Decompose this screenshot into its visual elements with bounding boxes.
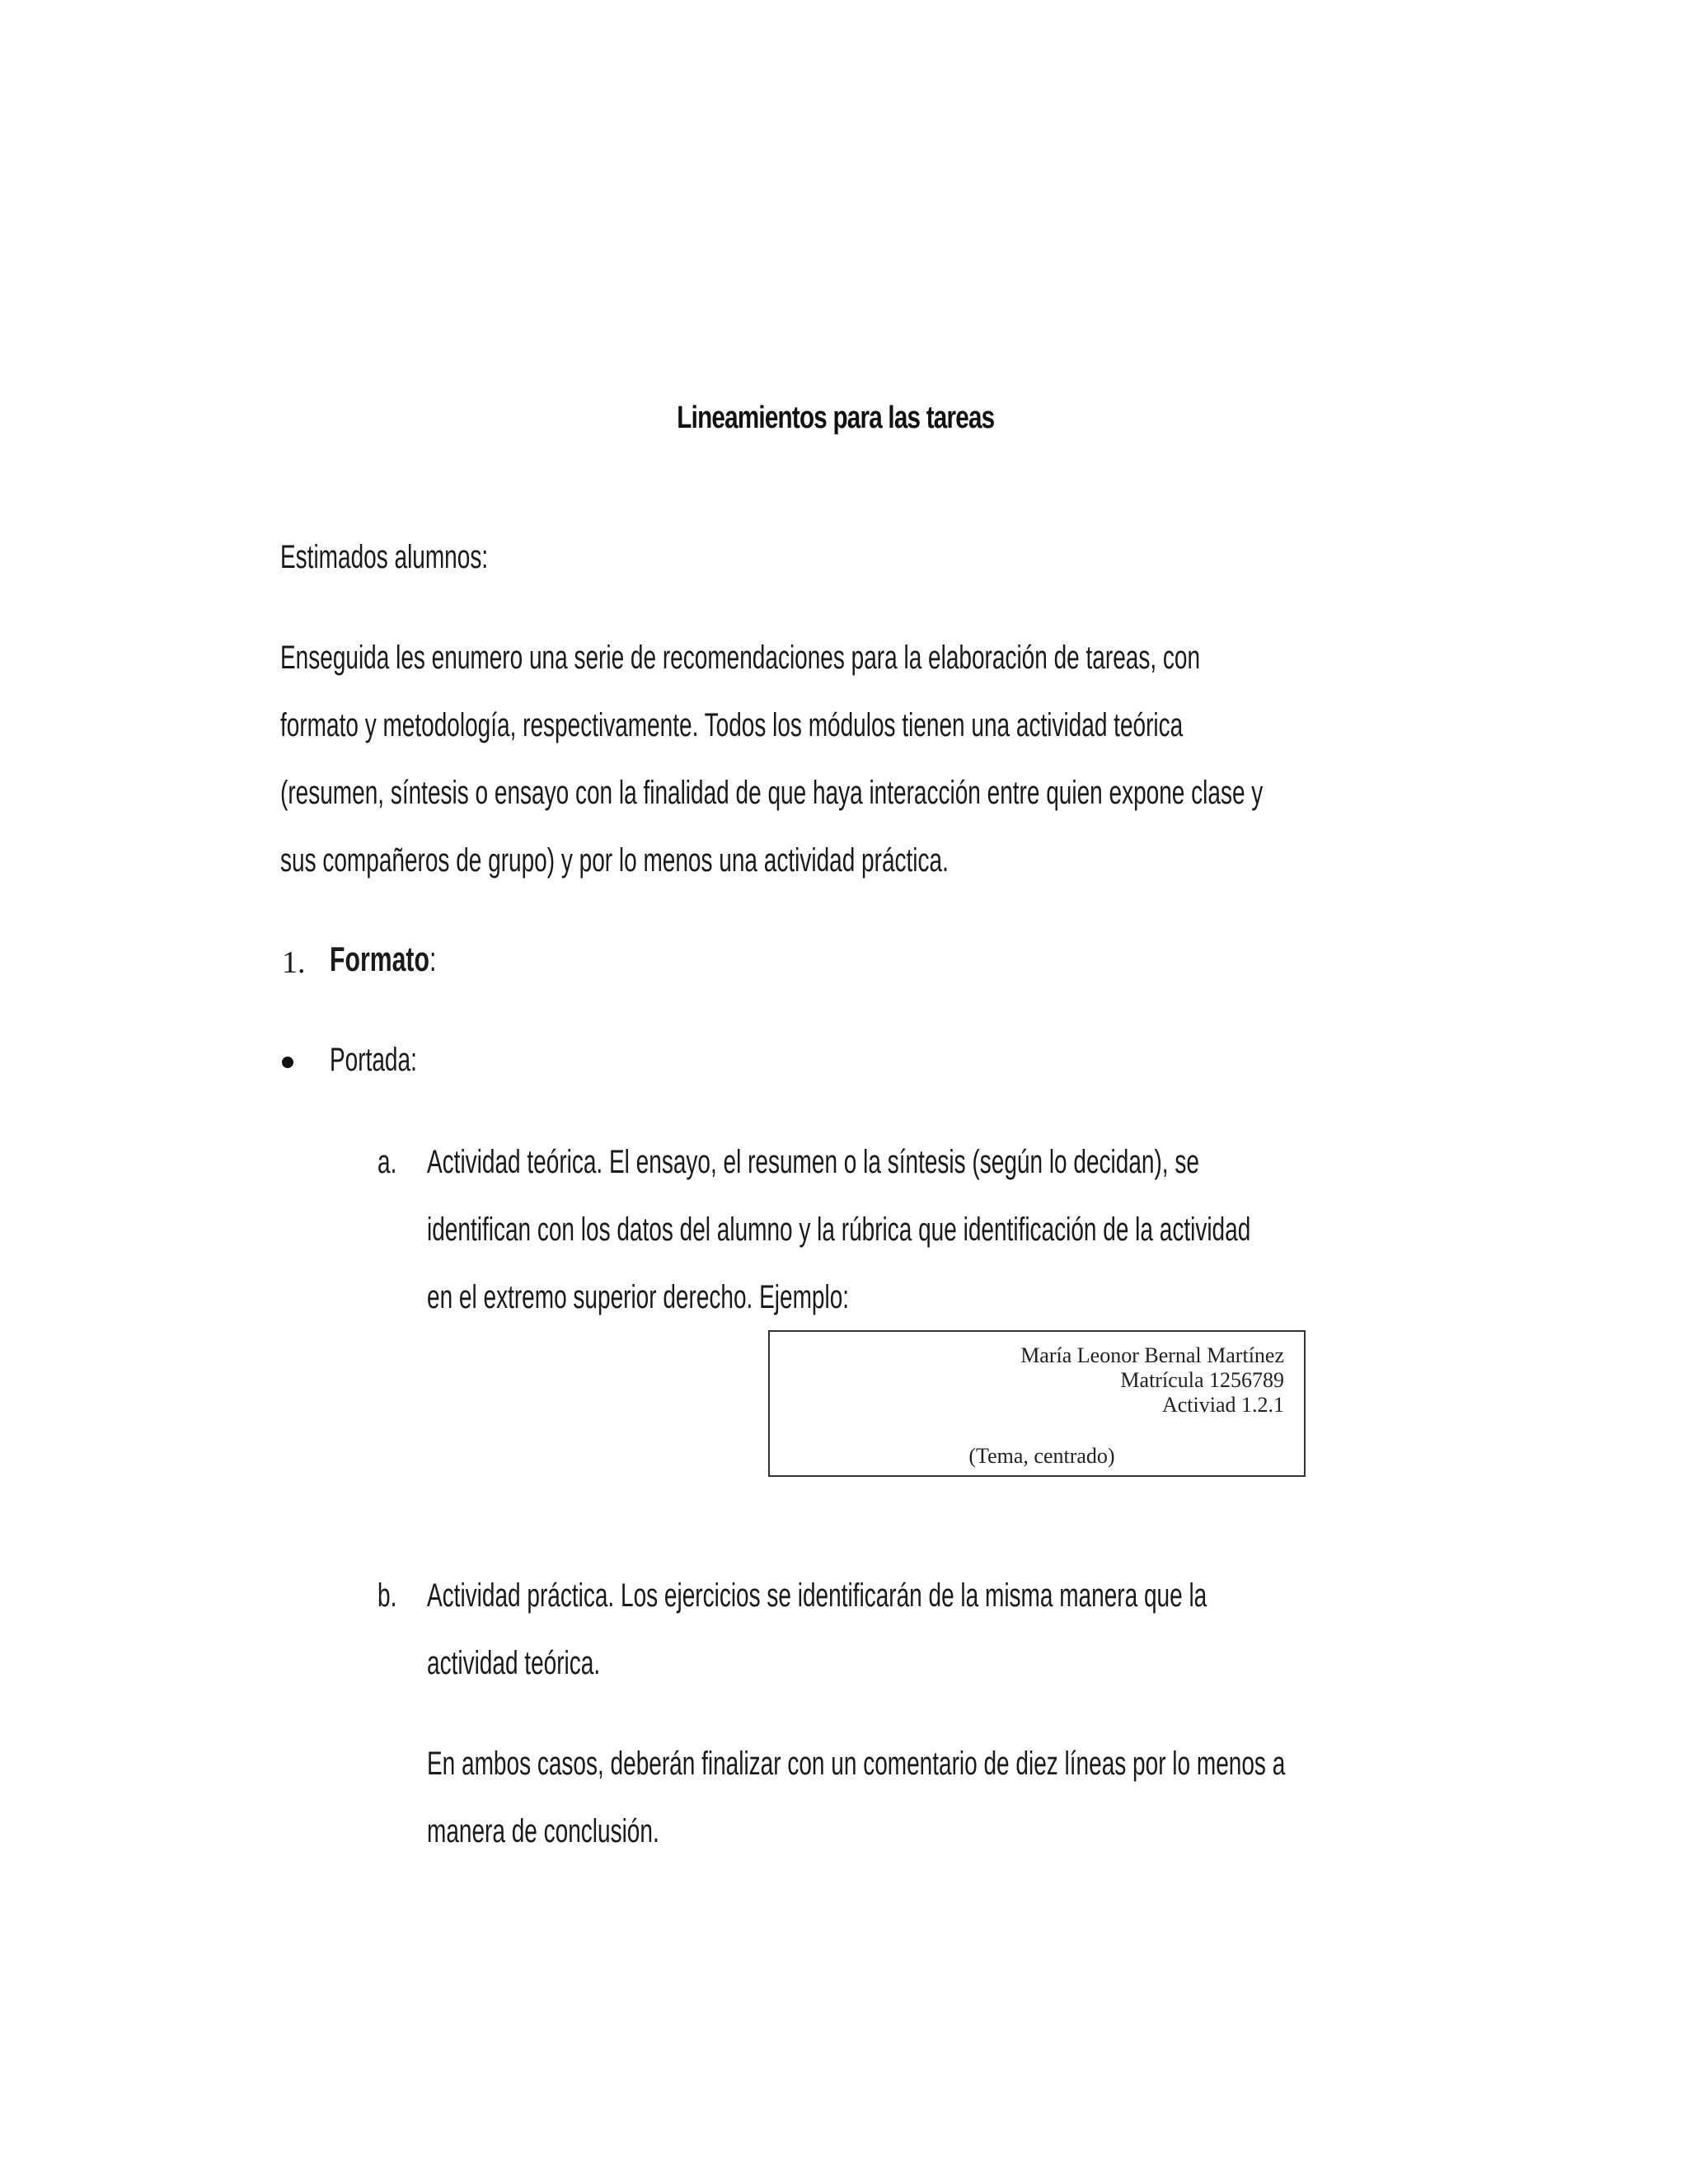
intro-line: formato y metodología, respectivamente. Todos los módulos tienen una actividad teórica [280,707,1184,743]
item-b-line: actividad teórica. [427,1645,601,1681]
example-topic: (Tema, centrado) [968,1444,1115,1468]
section-heading-text: Formato [330,940,429,978]
greeting: Estimados alumnos: [280,539,489,575]
item-a-line: identifican con los datos del alumno y la rúbrica que identificación de la actividad [427,1212,1251,1248]
item-b-line: Actividad práctica. Los ejercicios se identificarán de la misma manera que la [427,1577,1207,1614]
item-a-line: Actividad teórica. El ensayo, el resumen o la síntesis (según lo decidan), se [427,1144,1199,1180]
bullet-icon [282,1057,293,1068]
section-heading-suffix: : [429,940,437,978]
document-title: Lineamientos para las tareas [677,401,995,435]
item-a-line: en el extremo superior derecho. Ejemplo: [427,1279,850,1315]
example-activity: Activiad 1.2.1 [1161,1393,1284,1417]
example-student-name: María Leonor Bernal Martínez [1020,1343,1284,1367]
closing-line: manera de conclusión. [427,1813,659,1849]
item-a-marker: a. [377,1144,397,1180]
intro-line: (resumen, síntesis o ensayo con la finalidad de que haya interacción entre quien expone clase y [280,775,1264,811]
section-number: 1. [282,945,306,980]
intro-line: Enseguida les enumero una serie de recomendaciones para la elaboración de tareas, con [280,640,1201,676]
section-heading [330,940,436,979]
example-header-box [768,1330,1306,1477]
closing-line: En ambos casos, deberán finalizar con un comentario de diez líneas por lo menos a [427,1746,1286,1782]
example-matricula: Matrícula 1256789 [1120,1368,1284,1392]
bullet-item-portada: Portada: [330,1042,417,1078]
intro-line: sus compañeros de grupo) y por lo menos una actividad práctica. [280,842,949,879]
item-b-marker: b. [377,1577,397,1614]
